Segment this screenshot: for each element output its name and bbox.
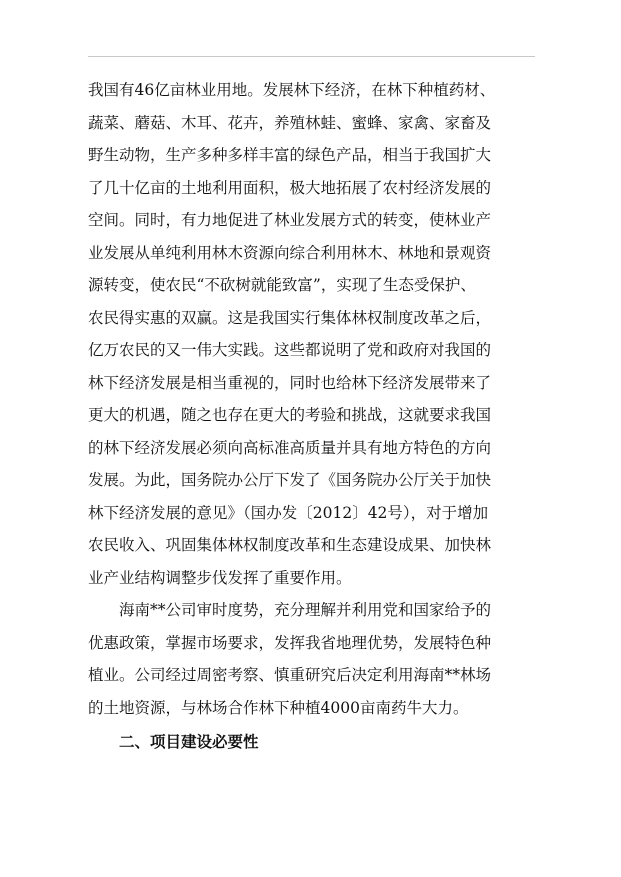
text-line: 空间。同时，有力地促进了林业发展方式的转变，使林业产 [88, 211, 492, 229]
text-line: 优惠政策，掌握市场要求，发挥我省地理优势，发展特色种 [88, 633, 492, 652]
text-line: 蔬菜、蘑菇、木耳、花卉，养殖林蛙、蜜蜂、家禽、家畜及 [88, 113, 492, 132]
section-heading: 二、项目建设必要性 [119, 733, 259, 751]
text-line: 我国有46亿亩林业用地。发展林下经济，在林下种植药材、 [88, 81, 496, 99]
text-line: 了几十亿亩的土地利用面积，极大地拓展了农村经济发展的 [88, 178, 492, 197]
text-line: 亿万农民的又一伟大实践。这些都说明了党和政府对我国的 [88, 341, 492, 359]
text-line: 海南**公司审时度势，充分理解并利用党和国家给予的 [119, 601, 492, 619]
document-body [88, 74, 536, 759]
text-line: 野生动物，生产多种多样丰富的绿色产品，相当于我国扩大 [88, 146, 492, 164]
text-line: 更大的机遇，随之也存在更大的考验和挑战，这就要求我国 [88, 406, 492, 424]
text-line: 林下经济发展是相当重视的，同时也给林下经济发展带来了 [88, 373, 492, 392]
text-line: 农民收入、巩固集体林权制度改革和生态建设成果、加快林 [88, 536, 492, 554]
text-line: 的林下经济发展必须向高标准高质量并具有地方特色的方向 [88, 438, 492, 457]
header-rule [88, 56, 535, 57]
text-line: 植业。公司经过周密考察、慎重研究后决定利用海南**林场 [88, 666, 492, 684]
text-line: 业发展从单纯利用林木资源向综合利用林木、林地和景观资 [88, 243, 492, 262]
text-line: 业产业结构调整步伐发挥了重要作用。 [88, 568, 352, 587]
paragraph-2 [88, 594, 536, 724]
text-line: 林下经济发展的意见》（国办发〔2012〕42号），对于增加 [88, 503, 489, 522]
text-line: 发展。为此，国务院办公厅下发了《国务院办公厅关于加快 [88, 471, 492, 489]
text-line: 的土地资源，与林场合作林下种植4000亩南药牛大力。 [88, 698, 469, 717]
paragraph-1 [88, 74, 536, 594]
text-line: 源转变，使农民“不砍树就能致富”，实现了生态受保护、 [88, 276, 476, 294]
text-line: 农民得实惠的双赢。这是我国实行集体林权制度改革之后， [88, 308, 492, 327]
